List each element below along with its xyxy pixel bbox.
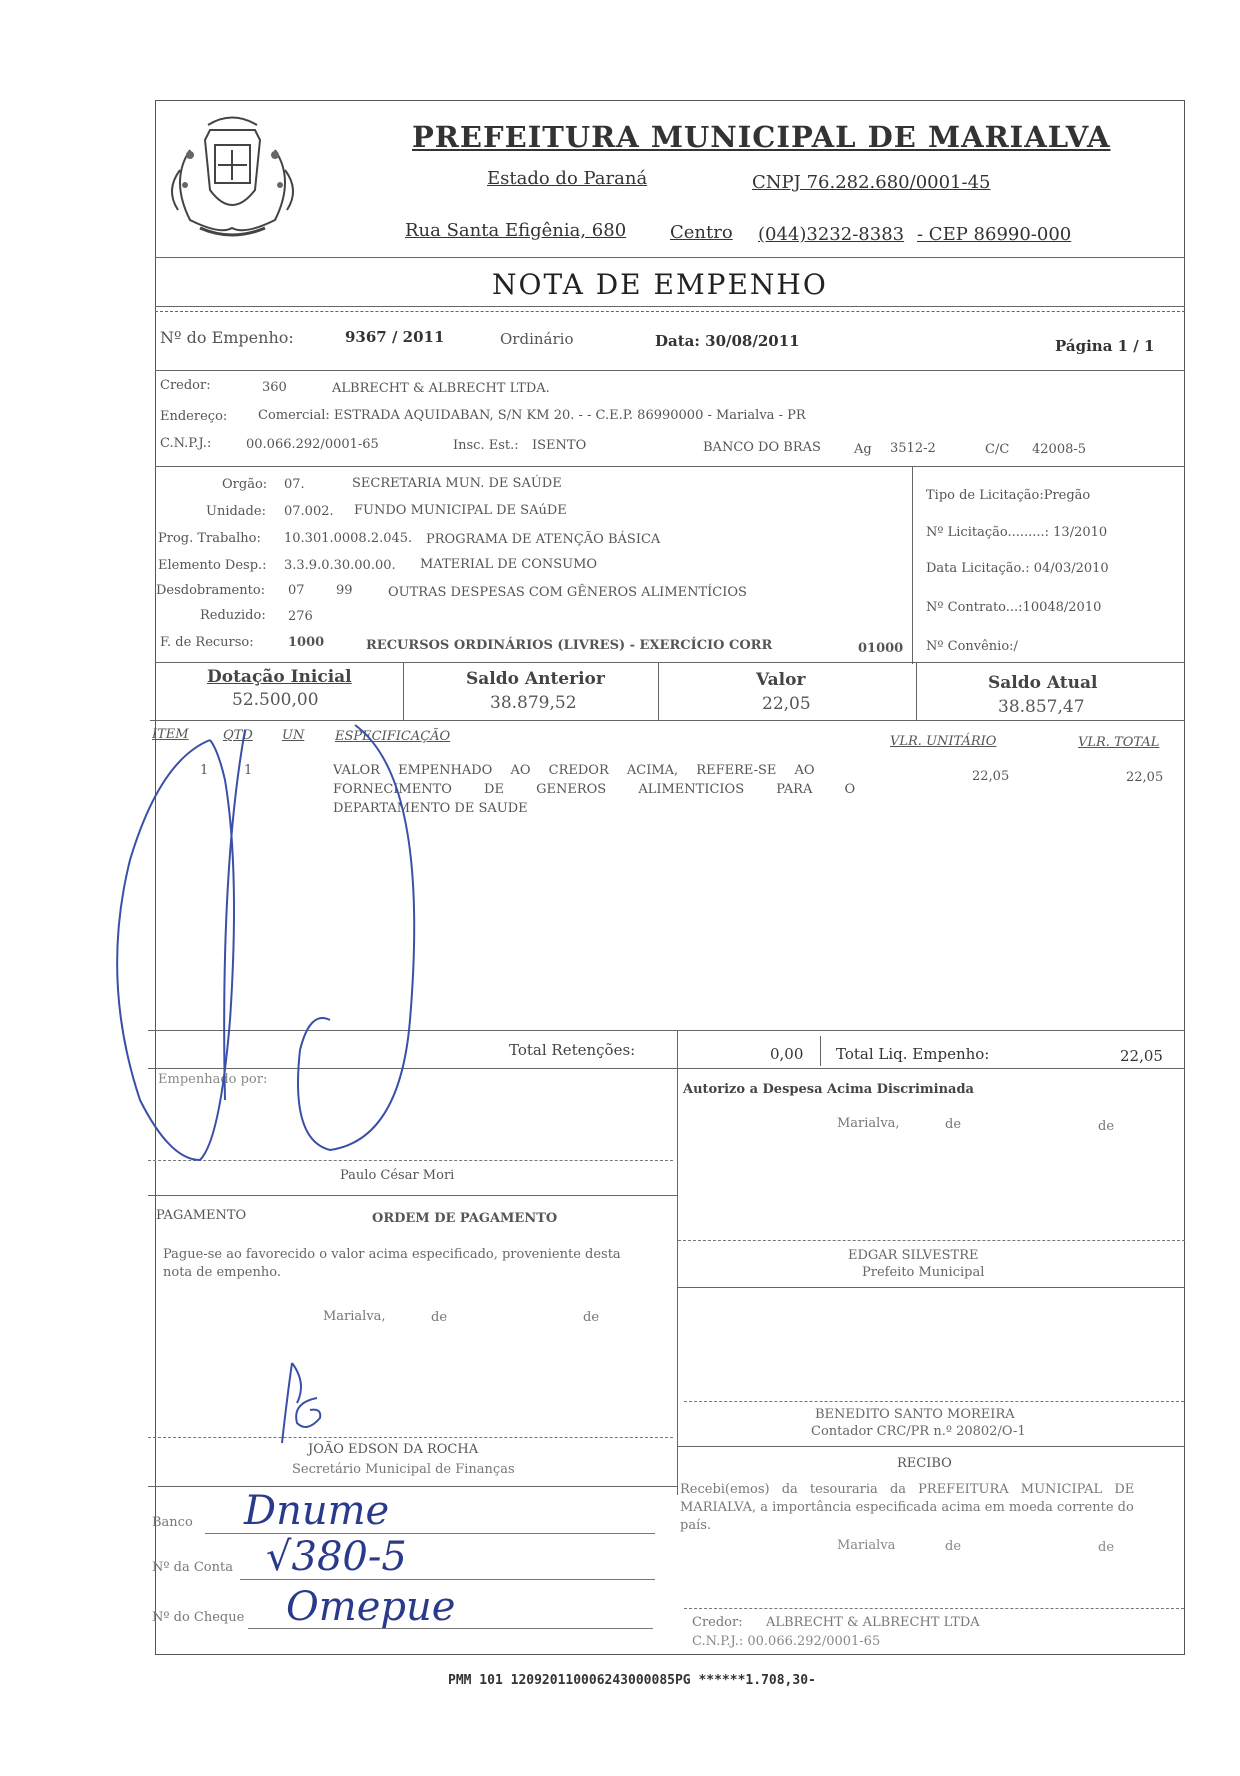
pagamento-text2: nota de empenho. (163, 1265, 281, 1280)
prefeito-name: EDGAR SILVESTRE (848, 1248, 979, 1263)
pagamento-de2: de (583, 1310, 600, 1325)
recibo-text3: país. (680, 1518, 712, 1533)
address-label: Endereço: (160, 409, 228, 424)
dotacao-label: Dotação Inicial (207, 667, 352, 687)
saldo-atual-value: 38.857,47 (998, 697, 1085, 717)
empenho-number: 9367 / 2011 (345, 328, 445, 346)
prog-name: PROGRAMA DE ATENÇÃO BÁSICA (426, 532, 661, 547)
col-un: UN (282, 728, 305, 743)
dotacao-value: 52.500,00 (232, 690, 319, 710)
fonte-label: F. de Recurso: (160, 635, 254, 650)
autorizo-de1: de (945, 1117, 962, 1132)
page-number: Página 1 / 1 (1055, 337, 1155, 355)
reduzido-value: 276 (288, 609, 313, 624)
municipal-coat-of-arms-icon (160, 110, 305, 248)
unidade-code: 07.002. (284, 504, 334, 519)
divider (155, 370, 1185, 371)
orgao-label: Orgão: (222, 477, 268, 492)
empenhado-label: Empenhado por: (158, 1072, 268, 1087)
elem-label: Elemento Desp.: (158, 558, 267, 573)
divider (403, 662, 404, 720)
prog-code: 10.301.0008.2.045. (284, 531, 413, 546)
insc-label: Insc. Est.: (453, 438, 519, 453)
contador-role: Contador CRC/PR n.º 20802/O-1 (811, 1424, 1026, 1439)
recibo-label: RECIBO (897, 1456, 952, 1471)
signature-line (678, 1240, 1185, 1241)
recibo-de1: de (945, 1539, 962, 1554)
fonte-name: RECURSOS ORDINÁRIOS (LIVRES) - EXERCÍCIO CORR (366, 638, 773, 653)
desd-label: Desdobramento: (156, 583, 266, 598)
contador-name: BENEDITO SANTO MOREIRA (815, 1407, 1015, 1422)
secretario-name: JOÃO EDSON DA ROCHA (308, 1442, 479, 1457)
elem-name: MATERIAL DE CONSUMO (420, 557, 598, 572)
bank-name: BANCO DO BRAS (703, 440, 821, 455)
empenho-number-label: Nº do Empenho: (160, 328, 294, 347)
divider (916, 662, 917, 720)
cheque-handwritten: Omepue (286, 1584, 456, 1630)
autorizo-place: Marialva, (837, 1116, 900, 1131)
reduzido-label: Reduzido: (200, 608, 266, 623)
conta-handwritten: √380-5 (266, 1534, 407, 1580)
pagamento-text1: Pague-se ao favorecido o valor acima especificado, proveniente desta (163, 1247, 621, 1262)
prefeito-role: Prefeito Municipal (862, 1265, 985, 1280)
item-desc-line2: FORNECIMENTO DE GENEROS ALIMENTICIOS PARA O (333, 782, 856, 797)
handwritten-initials (262, 1358, 342, 1448)
fonte-code2: 01000 (858, 641, 904, 656)
signature-line (684, 1608, 1184, 1609)
divider (155, 306, 1185, 307)
divider (155, 466, 1185, 467)
divider (678, 1287, 1185, 1288)
col-vlr-unitario: VLR. UNITÁRIO (890, 734, 997, 749)
recibo-text1: Recebi(emos) da tesouraria da PREFEITURA MUNICIPAL DE (680, 1482, 1135, 1497)
col-especificacao: ESPECIFICAÇÃO (335, 729, 451, 744)
col-qtd: QTD (223, 728, 253, 743)
licitacao-number: Nº Licitação.........: 13/2010 (926, 525, 1108, 540)
divider (820, 1036, 821, 1066)
item-number: 1 (200, 763, 209, 778)
banco-handwritten: Dnume (244, 1488, 390, 1534)
ordem-pagamento-label: ORDEM DE PAGAMENTO (372, 1211, 558, 1226)
agency-label: Ag (854, 442, 872, 457)
licitacao-type: Tipo de Licitação:Pregão (926, 488, 1091, 503)
item-vlr-unitario: 22,05 (972, 769, 1010, 784)
recibo-place: Marialva (837, 1538, 896, 1553)
account-label: C/C (985, 442, 1010, 457)
municipality-title: PREFEITURA MUNICIPAL DE MARIALVA (412, 120, 1111, 154)
credor-address: Comercial: ESTRADA AQUIDABAN, S/N KM 20. - - C.E.P. 86990000 - Marialva - PR (258, 408, 806, 423)
footer-code: PMM 101 120920110006243000085PG ******1.708,30- (448, 1673, 816, 1688)
valor-label: Valor (756, 670, 806, 690)
banco-label: Banco (152, 1515, 193, 1530)
retencoes-value: 0,00 (770, 1045, 804, 1063)
conta-label: Nº da Conta (152, 1560, 233, 1575)
empenho-type: Ordinário (500, 330, 574, 348)
total-liq-value: 22,05 (1120, 1047, 1163, 1065)
municipality-cnpj: CNPJ 76.282.680/0001-45 (752, 172, 991, 193)
unidade-label: Unidade: (206, 504, 266, 519)
total-liq-label: Total Liq. Empenho: (836, 1045, 990, 1063)
elem-code: 3.3.9.0.30.00.00. (284, 558, 396, 573)
fonte-code: 1000 (288, 635, 325, 650)
divider (678, 1446, 1185, 1447)
pagamento-de1: de (431, 1310, 448, 1325)
orgao-code: 07. (284, 477, 305, 492)
handwritten-cancel-mark (100, 720, 480, 1180)
desd-code2: 99 (336, 583, 353, 598)
desd-code1: 07 (288, 583, 305, 598)
state-name: Estado do Paraná (487, 168, 648, 189)
cheque-label: Nº do Cheque (152, 1610, 245, 1625)
recibo-text2: MARIALVA, a importância especificada acima em moeda corrente do (680, 1500, 1134, 1515)
empenhado-name: Paulo César Mori (340, 1168, 455, 1183)
retencoes-label: Total Retenções: (509, 1041, 636, 1059)
credor-name: ALBRECHT & ALBRECHT LTDA. (332, 381, 550, 396)
pagamento-label: PAGAMENTO (156, 1208, 247, 1223)
divider (912, 466, 913, 664)
autorizo-label: Autorizo a Despesa Acima Discriminada (683, 1082, 974, 1097)
item-desc-line1: VALOR EMPENHADO AO CREDOR ACIMA, REFERE-SE AO (333, 763, 815, 778)
credor-code: 360 (262, 380, 287, 395)
prog-label: Prog. Trabalho: (158, 531, 261, 546)
divider (658, 662, 659, 720)
divider (155, 311, 1185, 312)
recibo-credor-name: ALBRECHT & ALBRECHT LTDA (766, 1615, 980, 1630)
district: Centro (670, 222, 733, 243)
saldo-atual-label: Saldo Atual (988, 673, 1098, 693)
empenho-date: Data: 30/08/2011 (655, 332, 800, 350)
recibo-de2: de (1098, 1540, 1115, 1555)
recibo-credor-cnpj: C.N.P.J.: 00.066.292/0001-65 (692, 1634, 881, 1649)
phone: (044)3232-8383 (758, 224, 905, 245)
item-desc-line3: DEPARTAMENTO DE SAUDE (333, 801, 528, 816)
account: 42008-5 (1032, 442, 1087, 457)
item-qtd: 1 (244, 763, 253, 778)
orgao-name: SECRETARIA MUN. DE SAÚDE (352, 476, 562, 491)
divider (155, 662, 1185, 663)
divider (677, 1030, 678, 1495)
divider (155, 257, 1185, 258)
saldo-anterior-label: Saldo Anterior (466, 669, 605, 689)
agency: 3512-2 (890, 441, 936, 456)
signature-line (148, 1437, 673, 1438)
desd-name: OUTRAS DESPESAS COM GÊNEROS ALIMENTÍCIOS (388, 585, 747, 600)
credor-cnpj: 00.066.292/0001-65 (246, 437, 379, 452)
unidade-name: FUNDO MUNICIPAL DE SAúDE (354, 503, 567, 518)
street-address: Rua Santa Efigênia, 680 (405, 220, 627, 241)
saldo-anterior-value: 38.879,52 (490, 693, 577, 713)
item-vlr-total: 22,05 (1126, 770, 1164, 785)
recibo-credor-label: Credor: (692, 1615, 743, 1630)
secretario-role: Secretário Municipal de Finanças (292, 1462, 515, 1477)
licitacao-date: Data Licitação.: 04/03/2010 (926, 561, 1109, 576)
insc-value: ISENTO (532, 438, 587, 453)
autorizo-de2: de (1098, 1119, 1115, 1134)
document-title: NOTA DE EMPENHO (492, 268, 828, 301)
divider (148, 1486, 678, 1487)
convenio-number: Nº Convênio:/ (926, 639, 1018, 654)
col-vlr-total: VLR. TOTAL (1078, 735, 1160, 750)
cep: - CEP 86990-000 (917, 224, 1072, 245)
signature-line (684, 1401, 1184, 1402)
divider (148, 1195, 678, 1196)
col-item: ITEM (152, 727, 189, 742)
pagamento-place: Marialva, (323, 1309, 386, 1324)
cnpj-label: C.N.P.J.: (160, 436, 212, 451)
valor-value: 22,05 (762, 694, 811, 714)
contrato-number: Nº Contrato...:10048/2010 (926, 600, 1102, 615)
credor-label: Credor: (160, 378, 211, 393)
